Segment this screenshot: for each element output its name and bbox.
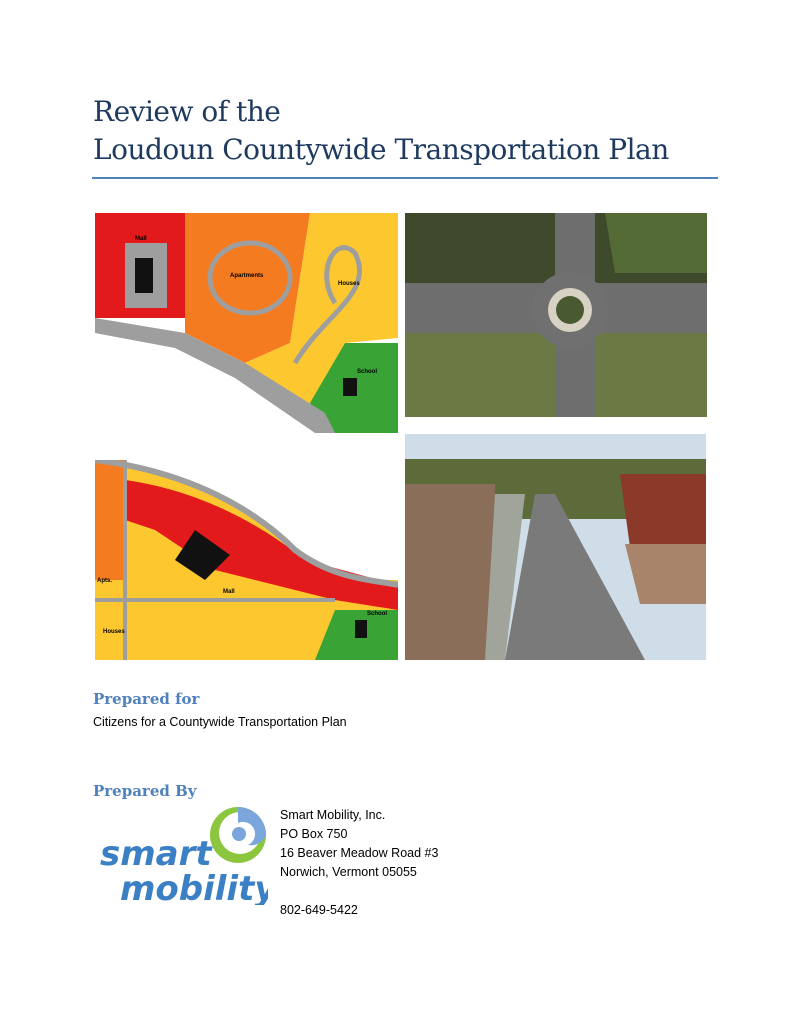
map1-label-apartments: Apartments (230, 273, 264, 279)
map1-label-mall: Mall (135, 236, 147, 242)
address-street: 16 Beaver Meadow Road #3 (280, 846, 439, 860)
map2-label-apts: Apts. (97, 578, 112, 584)
title-divider (92, 177, 718, 179)
land-use-map-conventional (95, 213, 398, 433)
prepared-for-name: Citizens for a Countywide Transportation Plan (93, 715, 347, 729)
logo-text-smart: smart (100, 834, 212, 874)
title-line-1: Review of the (93, 95, 281, 128)
map2-label-houses: Houses (103, 629, 125, 635)
logo-text-mobility: mobility (120, 869, 268, 905)
contact-phone: 802-649-5422 (280, 903, 358, 917)
main-street-aerial-photo (405, 434, 706, 660)
title-line-2: Loudoun Countywide Transportation Plan (93, 133, 669, 166)
smart-mobility-logo (98, 805, 268, 905)
prepared-by-heading: Prepared By (93, 782, 197, 800)
map2-label-school: School (367, 611, 388, 617)
map2-label-mall: Mall (223, 589, 235, 595)
address-company: Smart Mobility, Inc. (280, 808, 386, 822)
prepared-for-heading: Prepared for (93, 690, 200, 708)
map1-label-houses: Houses (338, 281, 360, 287)
document-title (93, 93, 669, 169)
land-use-map-village (95, 460, 398, 660)
contact-address (280, 806, 438, 920)
roundabout-aerial-photo (405, 213, 707, 417)
map1-label-school: School (357, 369, 378, 375)
address-po-box: PO Box 750 (280, 827, 348, 841)
address-city: Norwich, Vermont 05055 (280, 865, 417, 879)
